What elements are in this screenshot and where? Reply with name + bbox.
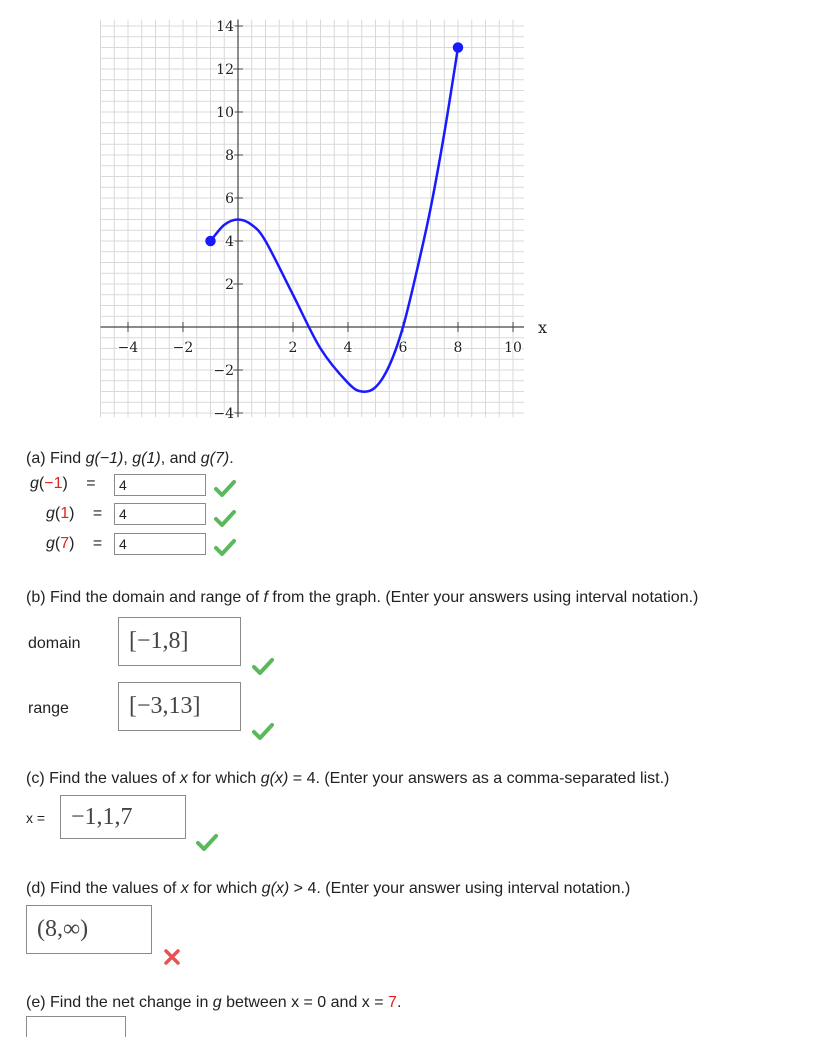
question-c: (c) Find the values of x for which g(x) = 4. (Enter your answers as a comma-separated list.) xyxy=(26,770,670,787)
y-tick-label: 4 xyxy=(225,234,234,250)
axes xyxy=(101,20,525,418)
question-d: (d) Find the values of x for which g(x) > 4. (Enter your answer using interval notation.) xyxy=(26,880,631,897)
domain-input[interactable]: [−1,8] xyxy=(118,617,241,666)
domain-label: domain xyxy=(28,635,81,652)
endpoint-dot xyxy=(454,43,463,52)
row-g-1: g(1) = xyxy=(46,505,103,522)
question-b: (b) Find the domain and range of f from the graph. (Enter your answers using interval notation.) xyxy=(26,589,699,606)
check-icon xyxy=(196,833,218,851)
g-7-input[interactable]: 4 xyxy=(114,533,206,555)
x-tick-label: 8 xyxy=(453,340,463,356)
x-values-input[interactable]: −1,1,7 xyxy=(60,795,186,839)
x-tick-label: 4 xyxy=(343,340,353,356)
x-equals-label: x = xyxy=(26,810,46,826)
g-of-7: g(7) xyxy=(200,450,230,467)
check-icon xyxy=(214,509,236,527)
check-icon xyxy=(252,657,274,675)
x-tick-label: 2 xyxy=(288,340,298,356)
y-tick-label: 8 xyxy=(225,148,234,164)
net-change-input[interactable] xyxy=(26,1016,126,1037)
g-of-neg1: g(−1) xyxy=(85,450,124,467)
range-label: range xyxy=(28,700,69,717)
endpoint-dot xyxy=(206,237,215,246)
cross-icon xyxy=(163,948,181,966)
y-tick-label: −2 xyxy=(213,363,234,379)
question-e: (e) Find the net change in g between x = 0 and x = 7. xyxy=(26,994,402,1011)
question-a: (a) Find g(−1), g(1), and g(7). xyxy=(26,450,234,467)
g-1-input[interactable]: 4 xyxy=(114,503,206,525)
x-axis-label: x xyxy=(538,318,548,337)
x-tick-label: 6 xyxy=(398,340,408,356)
x-tick-label: 10 xyxy=(504,340,522,356)
check-icon xyxy=(252,722,274,740)
y-tick-label: 2 xyxy=(225,277,234,293)
range-input[interactable]: [−3,13] xyxy=(118,682,241,731)
y-tick-label: 12 xyxy=(216,62,234,78)
row-g-neg1: g(−1) = xyxy=(30,475,96,492)
interval-input[interactable]: (8,∞) xyxy=(26,905,152,954)
grid xyxy=(101,20,525,418)
check-icon xyxy=(214,538,236,556)
check-icon xyxy=(214,479,236,497)
y-tick-label: −4 xyxy=(213,406,234,422)
y-tick-label: 10 xyxy=(216,105,234,121)
row-g-7: g(7) = xyxy=(46,535,103,552)
g-of-1: g(1) xyxy=(132,450,161,467)
y-tick-label: 6 xyxy=(225,191,234,207)
graph-of-g xyxy=(0,0,560,430)
g-neg1-input[interactable]: 4 xyxy=(114,474,206,496)
y-tick-label: 14 xyxy=(216,19,234,35)
x-tick-label: −4 xyxy=(117,340,139,356)
x-tick-label: −2 xyxy=(172,340,194,356)
